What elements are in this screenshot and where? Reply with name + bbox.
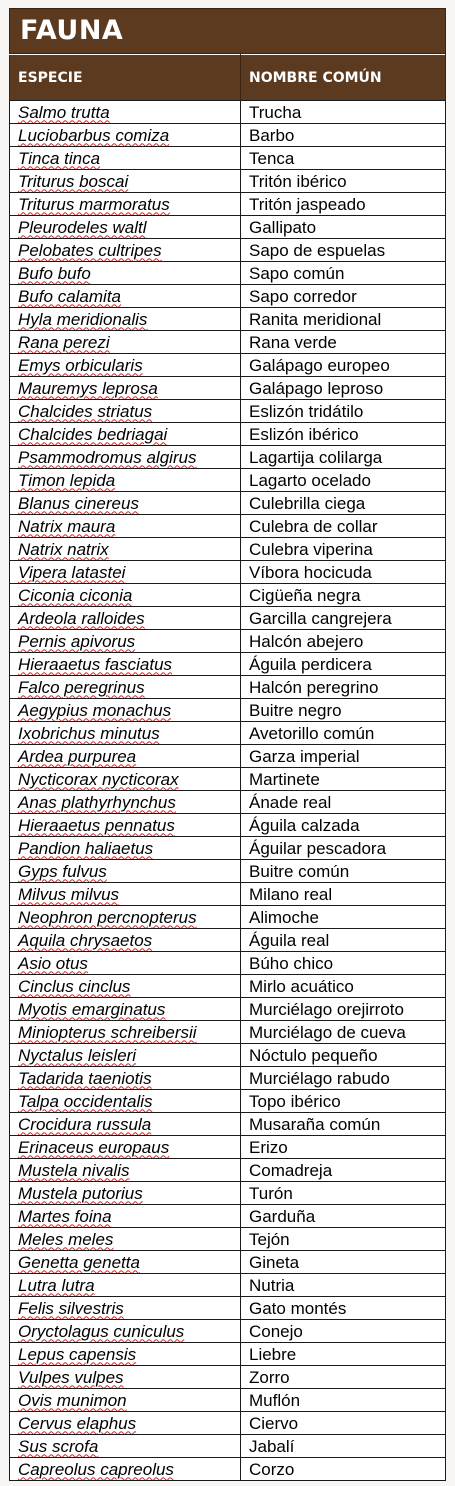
table-row [10, 998, 446, 1021]
table-row [10, 722, 446, 745]
common-name-cell: Eslizón tridátilo [241, 400, 446, 423]
species-cell: Ixobrichus minutus [10, 722, 241, 745]
common-name-cell: Gallipato [241, 216, 446, 239]
common-name-cell: Tritón ibérico [241, 170, 446, 193]
table-row [10, 492, 446, 515]
common-name-cell: Nutria [241, 1274, 446, 1297]
table-row [10, 607, 446, 630]
common-name-cell: Galápago leproso [241, 377, 446, 400]
species-cell: Lepus capensis [10, 1343, 241, 1366]
species-cell: Luciobarbus comiza [10, 124, 241, 147]
table-row [10, 1458, 446, 1481]
common-name-cell: Murciélago de cueva [241, 1021, 446, 1044]
species-cell: Blanus cinereus [10, 492, 241, 515]
column-header-nombre-comun: NOMBRE COMÚN [241, 55, 446, 101]
species-cell: Felis silvestris [10, 1297, 241, 1320]
species-cell: Miniopterus schreibersii [10, 1021, 241, 1044]
common-name-cell: Buitre negro [241, 699, 446, 722]
common-name-cell: Víbora hocicuda [241, 561, 446, 584]
table-row [10, 745, 446, 768]
table-row [10, 101, 446, 124]
table-row [10, 676, 446, 699]
common-name-cell: Culebra de collar [241, 515, 446, 538]
table-row [10, 239, 446, 262]
common-name-cell: Muflón [241, 1389, 446, 1412]
table-row [10, 216, 446, 239]
species-cell: Nyctalus leisleri [10, 1044, 241, 1067]
table-row [10, 653, 446, 676]
table-row [10, 400, 446, 423]
table-row [10, 584, 446, 607]
species-cell: Martes foina [10, 1205, 241, 1228]
species-cell: Hieraaetus pennatus [10, 814, 241, 837]
table-row [10, 124, 446, 147]
species-cell: Aegypius monachus [10, 699, 241, 722]
species-cell: Lutra lutra [10, 1274, 241, 1297]
fauna-table [9, 54, 446, 1481]
common-name-cell: Martinete [241, 768, 446, 791]
table-row [10, 515, 446, 538]
title-bar [9, 8, 446, 54]
species-cell: Aquila chrysaetos [10, 929, 241, 952]
common-name-cell: Galápago europeo [241, 354, 446, 377]
species-cell: Rana perezi [10, 331, 241, 354]
species-cell: Salmo trutta [10, 101, 241, 124]
table-row [10, 837, 446, 860]
table-row [10, 1228, 446, 1251]
species-cell: Pernis apivorus [10, 630, 241, 653]
common-name-cell: Tejón [241, 1228, 446, 1251]
species-cell: Talpa occidentalis [10, 1090, 241, 1113]
species-cell: Milvus milvus [10, 883, 241, 906]
species-cell: Hyla meridionalis [10, 308, 241, 331]
species-cell: Genetta genetta [10, 1251, 241, 1274]
species-cell: Mustela nivalis [10, 1159, 241, 1182]
table-row [10, 975, 446, 998]
common-name-cell: Milano real [241, 883, 446, 906]
table-row [10, 1274, 446, 1297]
species-cell: Myotis emarginatus [10, 998, 241, 1021]
common-name-cell: Lagartija colilarga [241, 446, 446, 469]
species-cell: Chalcides bedriagai [10, 423, 241, 446]
table-row [10, 768, 446, 791]
species-cell: Vipera latastei [10, 561, 241, 584]
common-name-cell: Barbo [241, 124, 446, 147]
species-cell: Natrix natrix [10, 538, 241, 561]
species-cell: Pandion haliaetus [10, 837, 241, 860]
species-cell: Neophron percnopterus [10, 906, 241, 929]
table-row [10, 1297, 446, 1320]
common-name-cell: Trucha [241, 101, 446, 124]
common-name-cell: Garcilla cangrejera [241, 607, 446, 630]
common-name-cell: Sapo de espuelas [241, 239, 446, 262]
common-name-cell: Jabalí [241, 1435, 446, 1458]
species-cell: Vulpes vulpes [10, 1366, 241, 1389]
common-name-cell: Cigüeña negra [241, 584, 446, 607]
table-row [10, 860, 446, 883]
species-cell: Asio otus [10, 952, 241, 975]
species-cell: Ardeola ralloides [10, 607, 241, 630]
table-row [10, 1113, 446, 1136]
common-name-cell: Lagarto ocelado [241, 469, 446, 492]
table-row [10, 170, 446, 193]
table-row [10, 377, 446, 400]
common-name-cell: Ranita meridional [241, 308, 446, 331]
common-name-cell: Liebre [241, 1343, 446, 1366]
common-name-cell: Turón [241, 1182, 446, 1205]
table-row [10, 308, 446, 331]
table-row [10, 791, 446, 814]
table-row [10, 1251, 446, 1274]
species-cell: Nycticorax nycticorax [10, 768, 241, 791]
table-row [10, 1435, 446, 1458]
common-name-cell: Rana verde [241, 331, 446, 354]
species-cell: Mustela putorius [10, 1182, 241, 1205]
table-row [10, 952, 446, 975]
species-cell: Cervus elaphus [10, 1412, 241, 1435]
species-cell: Pelobates cultripes [10, 239, 241, 262]
table-header-row [10, 55, 446, 101]
table-row [10, 561, 446, 584]
common-name-cell: Eslizón ibérico [241, 423, 446, 446]
species-cell: Mauremys leprosa [10, 377, 241, 400]
common-name-cell: Ánade real [241, 791, 446, 814]
table-row [10, 354, 446, 377]
table-row [10, 1343, 446, 1366]
common-name-cell: Ciervo [241, 1412, 446, 1435]
table-row [10, 423, 446, 446]
common-name-cell: Murciélago rabudo [241, 1067, 446, 1090]
species-cell: Sus scrofa [10, 1435, 241, 1458]
column-header-especie: ESPECIE [10, 55, 241, 101]
common-name-cell: Nóctulo pequeño [241, 1044, 446, 1067]
species-cell: Ciconia ciconia [10, 584, 241, 607]
table-row [10, 285, 446, 308]
table-row [10, 1412, 446, 1435]
common-name-cell: Mirlo acuático [241, 975, 446, 998]
common-name-cell: Águila real [241, 929, 446, 952]
species-cell: Capreolus capreolus [10, 1458, 241, 1481]
species-cell: Bufo bufo [10, 262, 241, 285]
common-name-cell: Culebrilla ciega [241, 492, 446, 515]
common-name-cell: Búho chico [241, 952, 446, 975]
page-title: FAUNA [20, 15, 124, 46]
table-row [10, 446, 446, 469]
species-cell: Hieraaetus fasciatus [10, 653, 241, 676]
common-name-cell: Tritón jaspeado [241, 193, 446, 216]
table-row [10, 699, 446, 722]
table-row [10, 1182, 446, 1205]
common-name-cell: Comadreja [241, 1159, 446, 1182]
common-name-cell: Culebra viperina [241, 538, 446, 561]
common-name-cell: Gato montés [241, 1297, 446, 1320]
common-name-cell: Garza imperial [241, 745, 446, 768]
species-cell: Tadarida taeniotis [10, 1067, 241, 1090]
common-name-cell: Corzo [241, 1458, 446, 1481]
table-row [10, 1067, 446, 1090]
common-name-cell: Murciélago orejirroto [241, 998, 446, 1021]
common-name-cell: Buitre común [241, 860, 446, 883]
species-cell: Pleurodeles waltl [10, 216, 241, 239]
table-row [10, 883, 446, 906]
species-cell: Ovis munimon [10, 1389, 241, 1412]
common-name-cell: Halcón peregrino [241, 676, 446, 699]
table-row [10, 469, 446, 492]
common-name-cell: Conejo [241, 1320, 446, 1343]
species-cell: Triturus boscai [10, 170, 241, 193]
common-name-cell: Águila calzada [241, 814, 446, 837]
species-cell: Gyps fulvus [10, 860, 241, 883]
table-row [10, 1136, 446, 1159]
table-row [10, 1090, 446, 1113]
common-name-cell: Erizo [241, 1136, 446, 1159]
table-row [10, 929, 446, 952]
common-name-cell: Avetorillo común [241, 722, 446, 745]
species-cell: Cinclus cinclus [10, 975, 241, 998]
table-row [10, 630, 446, 653]
table-row [10, 262, 446, 285]
common-name-cell: Sapo común [241, 262, 446, 285]
table-row [10, 906, 446, 929]
species-cell: Meles meles [10, 1228, 241, 1251]
species-cell: Falco peregrinus [10, 676, 241, 699]
table-row [10, 147, 446, 170]
common-name-cell: Águilar pescadora [241, 837, 446, 860]
species-cell: Ardea purpurea [10, 745, 241, 768]
species-cell: Triturus marmoratus [10, 193, 241, 216]
species-cell: Emys orbicularis [10, 354, 241, 377]
table-row [10, 1205, 446, 1228]
species-cell: Tinca tinca [10, 147, 241, 170]
species-cell: Crocidura russula [10, 1113, 241, 1136]
table-row [10, 193, 446, 216]
common-name-cell: Águila perdicera [241, 653, 446, 676]
table-row [10, 1320, 446, 1343]
species-cell: Natrix maura [10, 515, 241, 538]
table-row [10, 1366, 446, 1389]
species-cell: Timon lepida [10, 469, 241, 492]
table-row [10, 1044, 446, 1067]
common-name-cell: Gineta [241, 1251, 446, 1274]
common-name-cell: Musaraña común [241, 1113, 446, 1136]
species-cell: Psammodromus algirus [10, 446, 241, 469]
table-row [10, 1159, 446, 1182]
species-cell: Anas plathyrhynchus [10, 791, 241, 814]
table-row [10, 538, 446, 561]
species-cell: Erinaceus europaus [10, 1136, 241, 1159]
common-name-cell: Topo ibérico [241, 1090, 446, 1113]
common-name-cell: Alimoche [241, 906, 446, 929]
common-name-cell: Halcón abejero [241, 630, 446, 653]
species-cell: Bufo calamita [10, 285, 241, 308]
species-cell: Oryctolagus cuniculus [10, 1320, 241, 1343]
common-name-cell: Garduña [241, 1205, 446, 1228]
common-name-cell: Sapo corredor [241, 285, 446, 308]
table-row [10, 1021, 446, 1044]
table-row [10, 814, 446, 837]
table-row [10, 1389, 446, 1412]
table-row [10, 331, 446, 354]
common-name-cell: Zorro [241, 1366, 446, 1389]
species-cell: Chalcides striatus [10, 400, 241, 423]
common-name-cell: Tenca [241, 147, 446, 170]
